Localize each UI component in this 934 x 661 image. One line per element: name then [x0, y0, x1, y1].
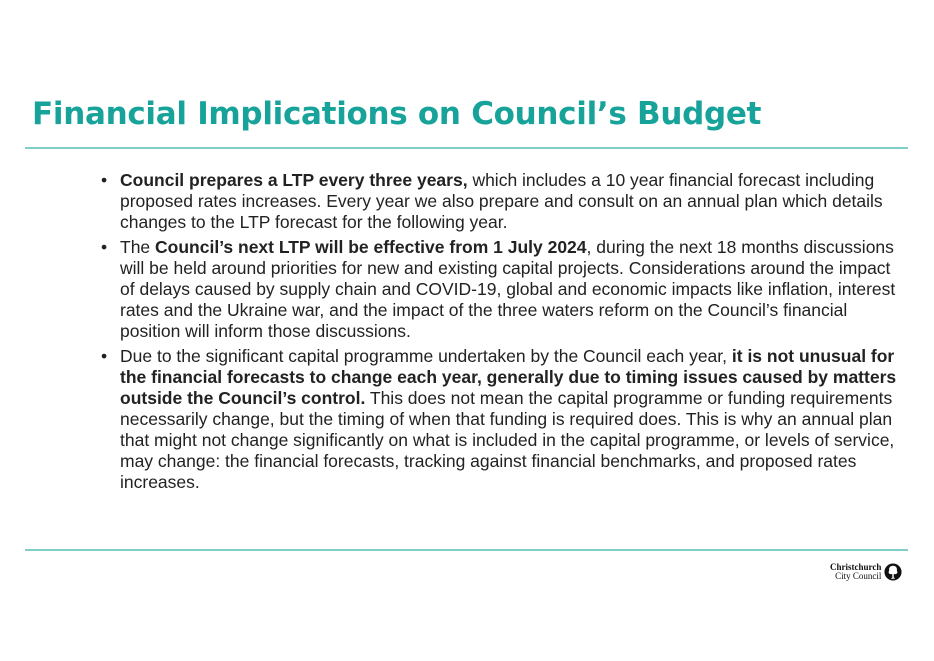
bullet-item	[101, 237, 901, 342]
bullet-text: This does not mean the capital programme or funding requirements necessarily change, but the timing of when that funding is required does. This is why an annual plan that might not change significantly on what is included in the capital programme, or levels of service, may change: the financial forecasts, tracking against financial benchmarks, and proposed rates increases.	[120, 388, 895, 492]
bullet-text: , during the next 18 months discussions will be held around priorities for new and existing capital projects. Considerations around the impact of delays caused by supply chain and COVID-19, global and economic impacts like inflation, interest rates and the Ukraine war, and the impact of the three waters reform on the Council’s financial position will inform those discussions.	[120, 237, 896, 341]
bullet-prefix: The	[120, 237, 156, 257]
bullet-marker: •	[101, 346, 108, 366]
bullet-emphasis: Council prepares a LTP every three years,	[120, 170, 468, 190]
bullet-item	[101, 170, 901, 233]
logo-line-2: City Council	[835, 571, 882, 581]
bullet-text: which includes a 10 year financial forecast including proposed rates increases. Every year we also prepare and consult on an annual plan which details changes to the LTP forecast for the following year.	[120, 170, 883, 232]
bullet-list	[101, 170, 901, 497]
tree-icon	[884, 563, 902, 581]
page-title: Financial Implications on Council’s Budget	[32, 96, 762, 132]
bullet-marker: •	[101, 237, 108, 257]
council-logo	[830, 563, 902, 581]
logo-wordmark	[830, 563, 881, 581]
bullet-marker: •	[101, 170, 108, 190]
bullet-emphasis: Council’s next LTP will be effective from 1 July 2024	[155, 237, 587, 257]
title-divider	[25, 147, 908, 149]
logo-line-1: Christchurch	[830, 562, 882, 572]
footer-divider	[25, 549, 908, 551]
bullet-emphasis: it is not unusual for the financial forecasts to change each year, generally due to timing issues caused by matters outside the Council’s control.	[120, 346, 897, 408]
bullet-item	[101, 346, 901, 493]
bullet-prefix: Due to the significant capital programme undertaken by the Council each year,	[120, 346, 732, 366]
